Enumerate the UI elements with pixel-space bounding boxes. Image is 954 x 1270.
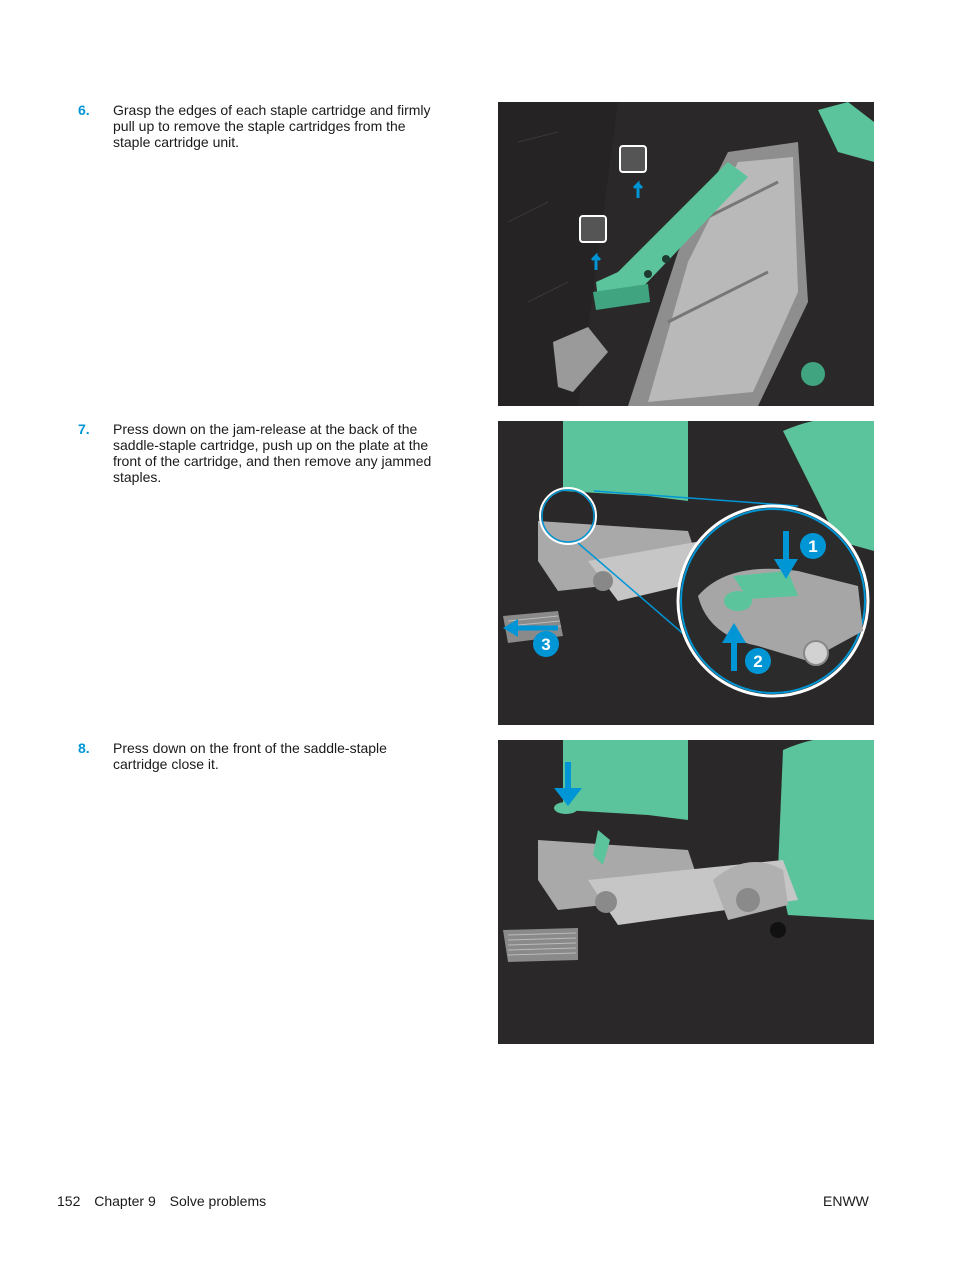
figure-remove-staple-cartridges <box>498 102 874 406</box>
step-text: Grasp the edges of each staple cartridge and firmly pull up to remove the staple cartridges from the staple cartridge unit. <box>113 102 431 150</box>
doc-code: ENWW <box>823 1193 869 1209</box>
callout-1: 1 <box>808 537 818 556</box>
callout-3: 3 <box>541 635 551 654</box>
chapter-label: Chapter 9 <box>94 1193 156 1209</box>
step-text: Press down on the jam-release at the back of the saddle-staple cartridge, push up on the plate at the front of the cartridge, and then remove any jammed staples. <box>113 421 432 485</box>
page-footer-left <box>57 1193 276 1209</box>
illustration-saddle-staple-cartridge-close <box>498 740 874 1044</box>
step-number: 6. <box>78 102 90 118</box>
illustration-saddle-staple-cartridge-open <box>498 421 874 725</box>
illustration-staple-cartridge-unit <box>498 102 874 406</box>
page-number: 152 <box>57 1193 81 1209</box>
callout-2: 2 <box>753 652 763 671</box>
step-number: 8. <box>78 740 90 756</box>
chapter-title: Solve problems <box>169 1193 267 1209</box>
figure-clear-jammed-staples <box>498 421 874 725</box>
step-number: 7. <box>78 421 90 437</box>
figure-close-saddle-staple-cartridge <box>498 740 874 1044</box>
step-text: Press down on the front of the saddle-staple cartridge close it. <box>113 740 387 772</box>
